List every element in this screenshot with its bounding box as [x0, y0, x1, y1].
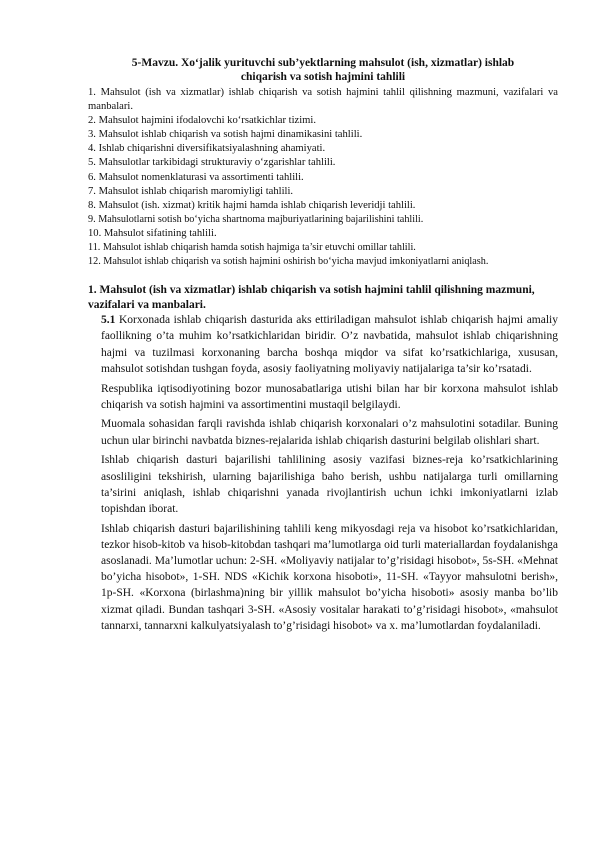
outline-item: 9. Mahsulotlarni sotish bo‘yicha shartnoma majburiyatlarining bajarilishini tahlili.: [88, 213, 424, 225]
outline-item: 10. Mahsulot sifatining tahlili.: [88, 227, 217, 239]
document-title: [88, 56, 558, 84]
paragraph-number: 5.1: [101, 314, 116, 327]
outline-item: 7. Mahsulot ishlab chiqarish maromiyligi tahlili.: [88, 185, 294, 197]
outline-item: 3. Mahsulot ishlab chiqarish va sotish hajmi dinamikasini tahlili.: [88, 129, 363, 141]
title-line-2: chiqarish va sotish hajmini tahlili: [240, 71, 406, 83]
outline-item: 6. Mahsulot nomenklaturasi va assortimenti tahlili.: [88, 171, 304, 183]
section-body: [101, 312, 558, 634]
outline-item: 8. Mahsulot (ish. xizmat) kritik hajmi hamda ishlab chiqarish leveridji tahlili.: [88, 199, 416, 211]
paragraph-text: Korxonada ishlab chiqarish dasturida aks ettiriladigan mahsulot ishlab chiqarish hajmi amaliy faollikning o’ta muhim ko’rsatkichlaridan biridir. O’z navbatida, mahsulot ishlab chiqarishning hajmi va tuzilmasi korxonaning barcha boshqa miqdor va sifat ko’rsatkichlariga, xususan, mahsulot sotishdan tushgan foyda, asosiy faoliyatning moliyaviy natijalariga ta’sir ko’rsatadi.: [101, 314, 558, 375]
topic-outline: [88, 86, 558, 269]
outline-item: 11. Mahsulot ishlab chiqarish hamda sotish hajmiga ta’sir etuvchi omillar tahlili.: [88, 242, 416, 254]
outline-item: 5. Mahsulotlar tarkibidagi strukturaviy o‘zgarishlar tahlili.: [88, 157, 336, 169]
paragraph: [101, 312, 558, 377]
title-line-1: 5-Mavzu. Xo‘jalik yurituvchi sub’yektlarning mahsulot (ish, xizmatlar) ishlab: [131, 57, 515, 69]
section-heading: 1. Mahsulot (ish va xizmatlar) ishlab chiqarish va sotish hajmini tahlil qilishning mazmuni, vazifalari va manbalari.: [88, 284, 535, 311]
outline-item: 2. Mahsulot hajmini ifodalovchi ko‘rsatkichlar tizimi.: [88, 115, 317, 127]
paragraph: Ishlab chiqarish dasturi bajarilishining tahlili keng mikyosdagi reja va hisobot ko’rsatkichlaridan, tezkor hisob-kitob va hisob-kitobdan tashqari ma’lumotlarga oid turli materiallardan foydalanishga asoslanadi. Ma’lumotlar uchun: 2-SH. «Moliyaviy natijalar to’g’risidagi hisobot», 5s-SH. «Mehnat bo’yicha hisobot», 1-SH. NDS «Kichik korxona hisoboti», 11-SH. «Tayyor mahsulotni berish», 1p-SH. «Korxona (birlashma)ning bir yillik mahsulot bo’yicha hisoboti» asosiy manba bo’lib xizmat qiladi. Bundan tashqari 3-SH. «Asosiy vositalar harakati to’g’risidagi hisobot», «mahsulot tannarxi, tannarxni kalkulyatsiyalash to’g’risidagi hisobot» va x. ma’lumotlardan foydalaniladi.: [101, 522, 558, 632]
paragraph: Ishlab chiqarish dasturi bajarilishi tahlilining asosiy vazifasi biznes-reja ko’rsatkichlarining asosliligini tekshirish, ularning bajarilishiga baho berish, ushbu natijalarga turli omillarning ta’sirini aniqlash, ishlab chiqarishni yanada rivojlantirish uchun ichki imkoniyatlarni izlab topishdan iborat.: [101, 454, 558, 515]
paragraph: Muomala sohasidan farqli ravishda ishlab chiqarish korxonalari o’z mahsulotini sotadilar. Buning uchun ular birinchi navbatda biznes-rejalarida ishlab chiqarish dasturini belgilab olishlari shart.: [101, 418, 558, 447]
outline-item: 4. Ishlab chiqarishni diversifikatsiyalashning ahamiyati.: [88, 143, 326, 155]
outline-item: 1. Mahsulot (ish va xizmatlar) ishlab chiqarish va sotish hajmini tahlil qilishning mazmuni, vazifalari va manbalari.: [88, 87, 558, 113]
document-page: [88, 56, 558, 638]
paragraph: Respublika iqtisodiyotining bozor munosabatlariga utishi bilan har bir korxona mahsulot ishlab chiqarish va sotish hajmini va assortimentini mustaqil belgilaydi.: [101, 382, 558, 411]
outline-item: 12. Mahsulot ishlab chiqarish va sotish hajmini oshirish bo‘yicha mavjud imkoniyatlarni aniqlash.: [88, 256, 489, 268]
